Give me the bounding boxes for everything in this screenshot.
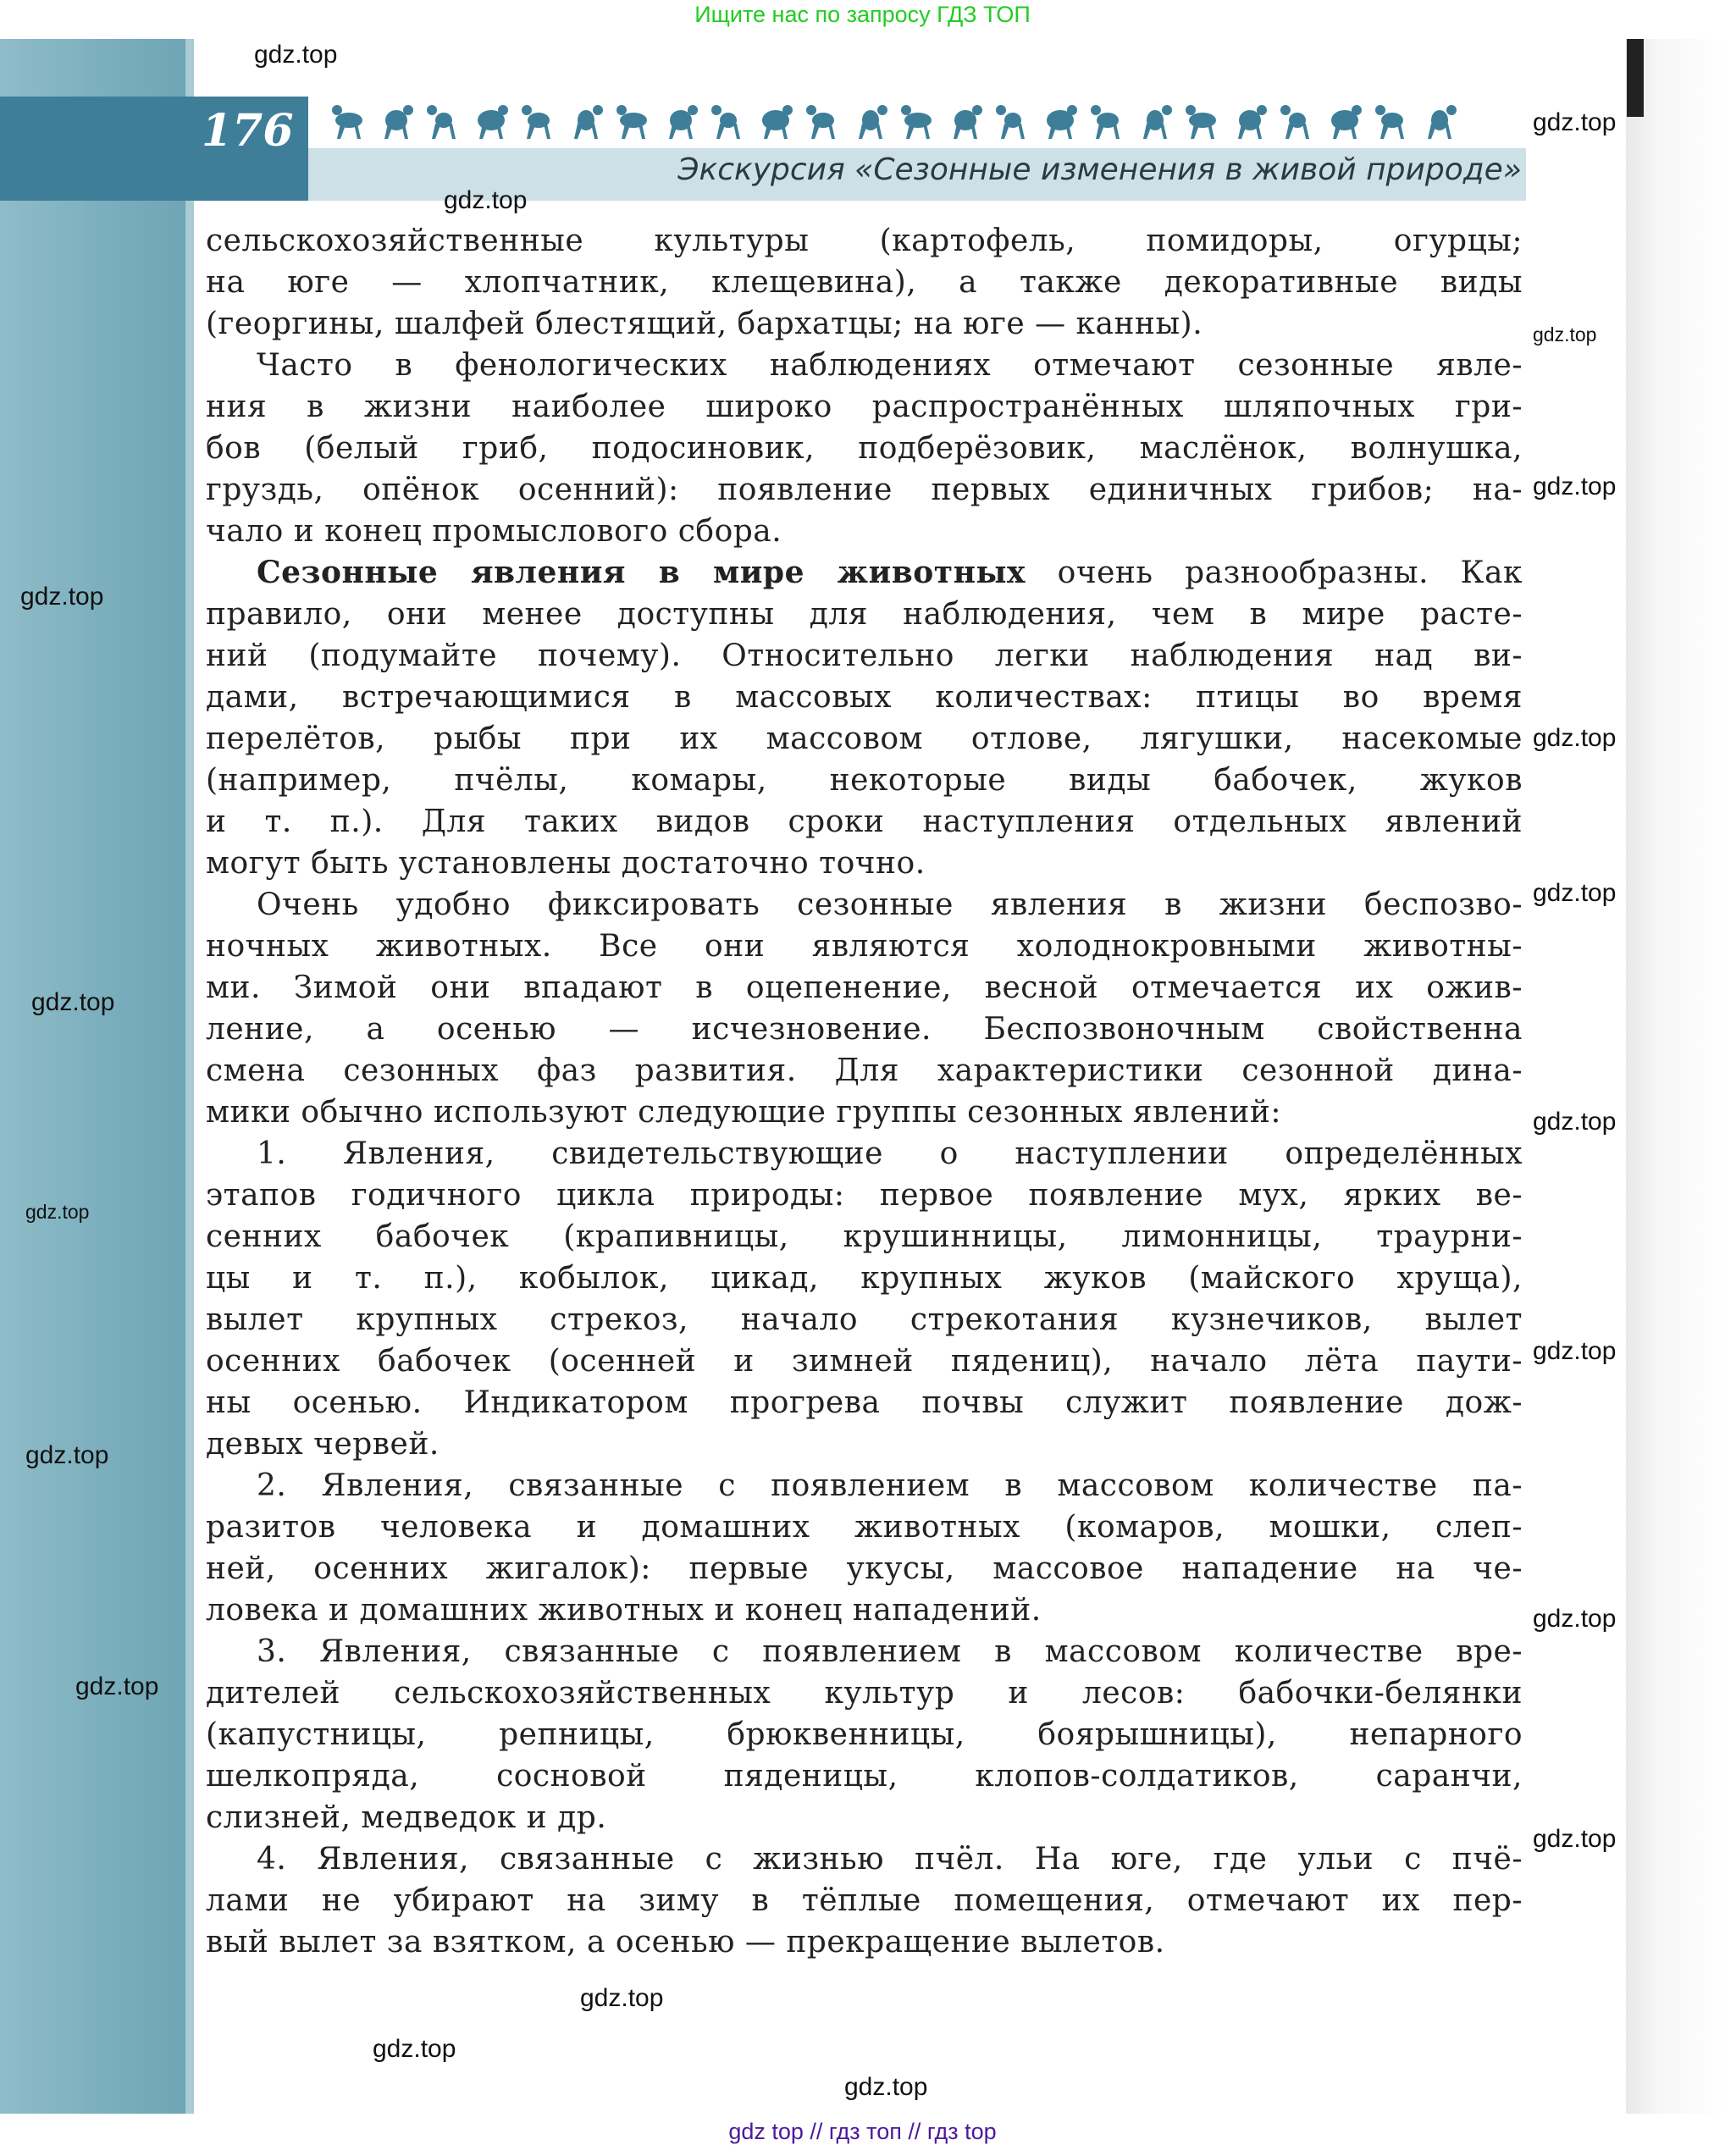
textbook-page [0, 39, 1725, 2114]
animal-silhouette-icon [996, 105, 1025, 139]
watermark: gdz.top [1533, 879, 1617, 907]
animal-silhouette-icon [1375, 105, 1404, 139]
left-margin-edge [185, 39, 194, 2114]
text-line: на юге — хлопчатник, клещевина), а также декоративные виды [206, 265, 1523, 300]
animal-silhouette-icon [616, 105, 647, 139]
text-line: груздь, опёнок осенний): появление первых единичных грибов; на- [206, 473, 1523, 507]
animal-silhouette-icon [1047, 105, 1077, 139]
left-margin-strip [0, 39, 185, 2114]
animal-silhouette-icon [711, 105, 740, 139]
animal-silhouette-icon [384, 105, 413, 139]
animal-silhouettes-decoration [322, 98, 1473, 141]
text-line: дами, встречающимися в массовых количествах: птицы во время [206, 680, 1523, 715]
watermark: gdz.top [580, 1984, 664, 2012]
chapter-title: Экскурсия «Сезонные изменения в живой природе» [677, 152, 1522, 187]
text-line: 3. Явления, связанные с появлением в массовом количестве вре- [257, 1634, 1523, 1669]
text-line [206, 552, 1523, 594]
text-line: сенних бабочек (крапивницы, крушинницы, лимонницы, траурни- [206, 1219, 1523, 1254]
text-line: цы и т. п.), кобылок, цикад, крупных жуков (майского хруща), [206, 1261, 1523, 1296]
watermark: gdz.top [75, 1672, 159, 1700]
binding-shadow [1627, 39, 1644, 117]
watermark: gdz.top [25, 1201, 90, 1223]
watermark: gdz.top [1533, 1108, 1617, 1136]
watermark: gdz.top [31, 988, 115, 1016]
text-line: бов (белый гриб, подосиновик, подберёзовик, маслёнок, волнушка, [206, 431, 1523, 466]
watermark: gdz.top [1533, 1605, 1617, 1633]
text-line: смена сезонных фаз развития. Для характеристики сезонной дина- [206, 1053, 1523, 1088]
text-line: (георгины, шалфей блестящий, бархатцы; на юге — канны). [206, 307, 1203, 341]
text-line: лами не убирают на зиму в тёплые помещения, отмечают их пер- [206, 1883, 1523, 1918]
watermark: gdz.top [254, 41, 338, 69]
animal-silhouette-icon [427, 105, 456, 139]
text-line: 1. Явления, свидетельствующие о наступлении определённых [257, 1136, 1523, 1171]
animal-silhouette-icon [1091, 105, 1120, 139]
watermark: gdz.top [1533, 108, 1617, 136]
text-line: ночных животных. Все они являются холоднокровными животны- [206, 929, 1523, 964]
animal-silhouette-icon [332, 105, 362, 139]
text-line: этапов годичного цикла природы: первое появление мух, ярких ве- [206, 1178, 1523, 1213]
animal-silhouette-icon [806, 105, 835, 139]
watermark: gdz.top [20, 583, 104, 611]
animal-silhouette-icon [1238, 105, 1267, 139]
text-line: ней, осенних жигалок): первые укусы, массовое нападение на че- [206, 1551, 1523, 1586]
watermark: gdz.top [844, 2073, 928, 2101]
watermark: gdz.top [1533, 473, 1617, 500]
animal-silhouette-icon [522, 105, 550, 139]
text-line: разитов человека и домашних животных (комаров, мошки, слеп- [206, 1510, 1523, 1545]
animal-silhouette-icon [1186, 105, 1216, 139]
text-line: 4. Явления, связанные с жизнью пчёл. На юге, где ульи с пчё- [257, 1842, 1523, 1877]
page-right-edge [1626, 39, 1725, 2114]
text-line: ния в жизни наиболее широко распространённых шляпочных гри- [206, 390, 1523, 424]
text-line: перелётов, рыбы при их массовом отлове, лягушки, насекомые [206, 721, 1523, 756]
body-text [206, 220, 1523, 1963]
text-line: вый вылет за взятком, а осенью — прекращение вылетов. [206, 1925, 1165, 1960]
watermark: gdz.top [1533, 724, 1617, 752]
watermark: gdz.top [25, 1441, 109, 1469]
page-number: 176 [202, 105, 294, 157]
watermark: gdz.top [1533, 323, 1597, 346]
text-line: ление, а осенью — исчезновение. Беспозвоночным свойственна [206, 1012, 1523, 1047]
animal-silhouette-icon [1428, 105, 1457, 139]
text-line: сельскохозяйственные культуры (картофель, помидоры, огурцы; [206, 224, 1523, 258]
animal-silhouette-icon [1331, 105, 1362, 139]
text-line: (например, пчёлы, комары, некоторые виды бабочек, жуков [206, 763, 1523, 798]
text-line: Очень удобно фиксировать сезонные явления в жизни беспозво- [257, 887, 1523, 922]
top-banner: Ищите нас по запросу ГДЗ ТОП [694, 2, 1031, 27]
watermark: gdz.top [1533, 1825, 1617, 1853]
text-line: 2. Явления, связанные с появлением в массовом количестве па- [257, 1468, 1523, 1503]
animal-silhouette-icon [1143, 105, 1172, 139]
text-line: чало и конец промыслового сбора. [206, 514, 782, 549]
bottom-banner: gdz top // гдз топ // гдз top [728, 2119, 997, 2144]
bold-lead: Сезонные явления в мире животных [257, 555, 1026, 590]
animal-silhouette-icon [762, 105, 793, 139]
text-line: ний (подумайте почему). Относительно легки наблюдения над ви- [206, 639, 1523, 673]
animal-silhouette-icon [859, 105, 887, 139]
text-line-rest: очень разнообразны. Как [1057, 556, 1523, 590]
text-line: шелкопряда, сосновой пяденицы, клопов-солдатиков, саранчи, [206, 1759, 1523, 1794]
text-line: слизней, медведок и др. [206, 1800, 607, 1835]
animal-silhouette-icon [669, 105, 698, 139]
text-line: девых червей. [206, 1427, 440, 1462]
animal-silhouette-icon [574, 105, 603, 139]
animal-silhouette-icon [1280, 105, 1309, 139]
watermark: gdz.top [444, 186, 528, 214]
text-line: вылет крупных стрекоз, начало стрекотания кузнечиков, вылет [206, 1302, 1523, 1337]
text-line: осенних бабочек (осенней и зимней пядениц), начало лёта паути- [206, 1344, 1523, 1379]
text-line: ны осенью. Индикатором прогрева почвы служит появление дож- [206, 1385, 1523, 1420]
text-line: (капустницы, репницы, брюквенницы, боярышницы), непарного [206, 1717, 1523, 1752]
text-line: ловека и домашних животных и конец нападений. [206, 1593, 1042, 1628]
watermark: gdz.top [373, 2035, 456, 2063]
animal-silhouette-icon [901, 105, 932, 139]
text-line: дителей сельскохозяйственных культур и лесов: бабочки-белянки [206, 1676, 1523, 1711]
animal-silhouette-icon [478, 105, 508, 139]
text-line: и т. п.). Для таких видов сроки наступления отдельных явлений [206, 804, 1523, 839]
text-line: Часто в фенологических наблюдениях отмечают сезонные явле- [257, 348, 1523, 383]
text-line: мики обычно используют следующие группы сезонных явлений: [206, 1095, 1281, 1130]
text-line: правило, они менее доступны для наблюдения, чем в мире расте- [206, 597, 1523, 632]
animal-silhouette-icon [954, 105, 982, 139]
watermark: gdz.top [1533, 1337, 1617, 1365]
text-line: ми. Зимой они впадают в оцепенение, весной отмечается их ожив- [206, 970, 1523, 1005]
text-line: могут быть установлены достаточно точно. [206, 846, 926, 881]
